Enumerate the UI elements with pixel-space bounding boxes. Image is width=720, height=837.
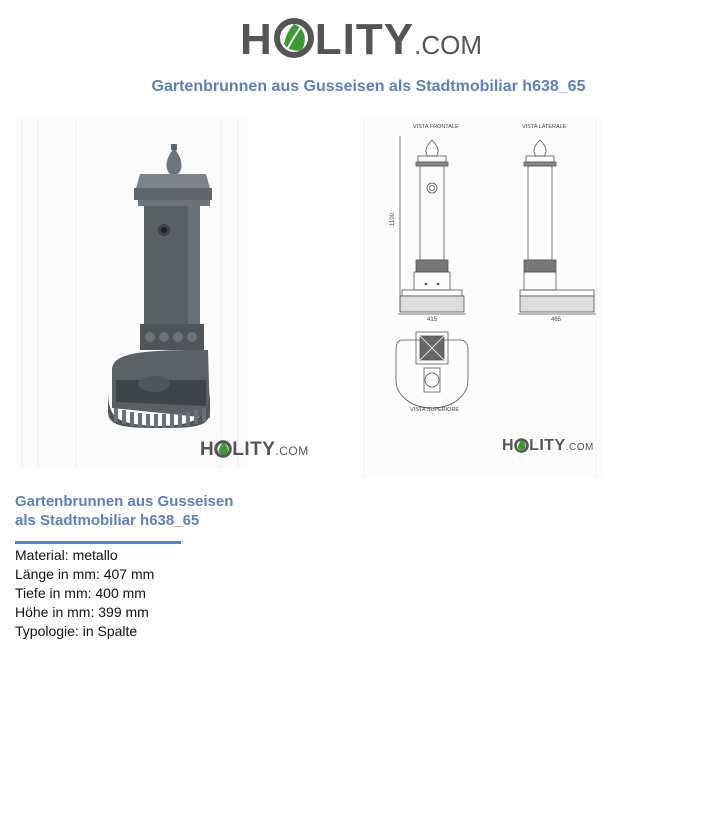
top-view	[396, 332, 468, 408]
front-width-dimension: 415	[427, 317, 438, 323]
logo-wordmark	[240, 12, 482, 73]
product-title-line2: als Stadtmobiliar h638_65	[15, 512, 200, 529]
spec-height: Höhe in mm: 399 mm	[15, 604, 149, 620]
drawing-watermark-logo	[502, 433, 592, 457]
technical-drawing[interactable]	[360, 118, 602, 478]
holity-logo[interactable]	[240, 12, 500, 68]
drawing-logo-domain: .COM	[565, 442, 594, 453]
logo-domain: .COM	[414, 30, 482, 60]
side-view-label: VISTA LATERALE	[522, 124, 567, 130]
photo-logo-lity: LITY	[232, 439, 276, 460]
drawing-logo-leaf-icon	[514, 436, 529, 451]
title-underline	[15, 541, 181, 544]
product-title-line1: Gartenbrunnen aus Gusseisen	[15, 493, 234, 510]
photo-logo-h: H	[200, 439, 215, 460]
front-view-label: VISTA FRONTALE	[413, 124, 459, 130]
spec-list	[15, 546, 154, 641]
photo-watermark-logo	[200, 437, 310, 465]
height-dimension: 1100	[390, 213, 396, 226]
spec-length: Länge in mm: 407 mm	[15, 566, 155, 582]
product-title	[15, 492, 275, 530]
logo-leaf-icon	[274, 16, 314, 56]
side-width-dimension: 465	[551, 317, 562, 323]
top-view-label: VISTA SUPERIORE	[410, 407, 460, 413]
drawing-logo-lity: LITY	[529, 437, 566, 454]
spec-material: Material: metallo	[15, 547, 118, 563]
page-title: Gartenbrunnen aus Gusseisen als Stadtmobiliar h638_65	[151, 78, 586, 95]
spec-depth: Tiefe in mm: 400 mm	[15, 585, 146, 601]
logo-letters-lity: LITY	[314, 15, 415, 64]
side-view	[518, 140, 596, 314]
photo-logo-leaf-icon	[214, 440, 232, 458]
spec-typology: Typologie: in Spalte	[15, 623, 138, 639]
logo-letter-h: H	[240, 15, 273, 64]
front-view	[398, 136, 466, 314]
product-photo[interactable]	[16, 118, 248, 468]
drawing-logo-h: H	[502, 437, 515, 454]
photo-logo-domain: .COM	[275, 444, 309, 458]
